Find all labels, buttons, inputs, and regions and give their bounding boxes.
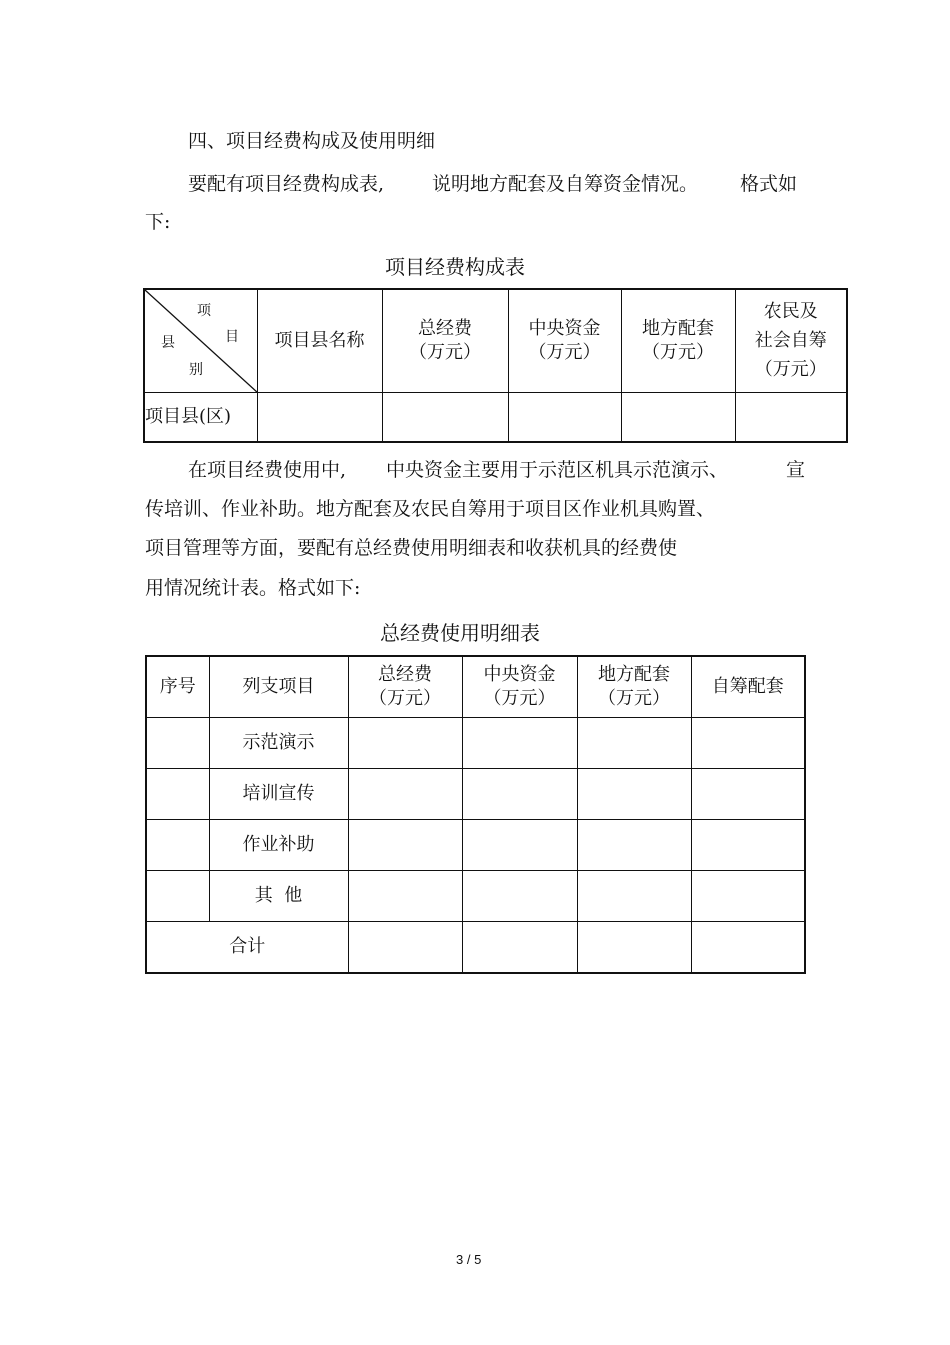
header-central: 中央资金 （万元） [508,289,621,392]
para2-line1-c: 宣 [786,459,806,481]
table-cell [348,870,462,921]
page-number: 3 / 5 [456,1252,482,1267]
table-cell [577,717,691,768]
table-cell [462,819,577,870]
table-cell [348,819,462,870]
header-local: 地方配套 （万元） [621,289,735,392]
header-self: 自筹配套 [691,656,805,717]
header-seq: 序号 [146,656,209,717]
table-cell [146,768,209,819]
header-county-name: 项目县名称 [257,289,382,392]
diag-label: 县 [161,335,175,351]
para1-line2: 下: [145,211,171,233]
table-cell [577,870,691,921]
row-item: 示范演示 [209,717,348,768]
row-item: 其 他 [209,870,348,921]
table-row [146,870,805,921]
table-cell [146,717,209,768]
para1-line1-c: 格式如 [740,173,798,195]
table-cell [577,819,691,870]
row-label-county: 项目县(区) [144,392,257,442]
para1-line1-b: 说明地方配套及自筹资金情况。 [432,173,699,195]
table-cell [462,921,577,973]
para2-line3: 项目管理等方面，要配有总经费使用明细表和收获机具的经费使 [145,537,678,559]
table-row [146,819,805,870]
diag-label: 别 [189,362,203,378]
table-row [146,717,805,768]
table-cell [462,870,577,921]
para2-line1-b: 中央资金主要用于示范区机具示范演示、 [386,459,729,481]
table-cell [691,921,805,973]
para2-line4: 用情况统计表。格式如下: [145,577,361,599]
header-total: 总经费 （万元） [382,289,508,392]
table-cell [691,717,805,768]
funding-structure-table [143,288,848,443]
table1-title: 项目经费构成表 [385,255,525,279]
diag-label: 目 [225,329,239,345]
table-cell [382,392,508,442]
table-cell [462,768,577,819]
header-farmer-self: 农民及 社会自筹 （万元） [735,289,847,392]
total-label: 合计 [146,921,348,973]
expense-detail-table [145,655,806,974]
table-cell [348,768,462,819]
para2-line1-a: 在项目经费使用中, [188,459,347,481]
header-central: 中央资金 （万元） [462,656,577,717]
row-item: 作业补助 [209,819,348,870]
table-cell [257,392,382,442]
section-heading: 四、项目经费构成及使用明细 [188,130,436,152]
table-row [146,768,805,819]
header-item: 列支项目 [209,656,348,717]
table-cell [146,870,209,921]
table-cell [146,819,209,870]
table1-data-row [144,392,847,442]
header-local: 地方配套 （万元） [577,656,691,717]
table-cell [691,819,805,870]
table-cell [577,768,691,819]
table-cell [348,717,462,768]
total-row [146,921,805,973]
para2-line2: 传培训、作业补助。地方配套及农民自筹用于项目区作业机具购置、 [145,498,716,520]
table-cell [691,870,805,921]
header-total: 总经费 （万元） [348,656,462,717]
diag-label: 项 [197,303,211,319]
table-cell [508,392,621,442]
row-item: 培训宣传 [209,768,348,819]
table-cell [691,768,805,819]
table-cell [735,392,847,442]
table2-title: 总经费使用明细表 [380,621,540,645]
table2-header-row [146,656,805,717]
table-cell [577,921,691,973]
para1-line1-a: 要配有项目经费构成表, [188,173,385,195]
table-cell [621,392,735,442]
table-cell [348,921,462,973]
table1-header-row [144,289,847,392]
diagonal-header-cell [144,289,257,392]
table-cell [462,717,577,768]
